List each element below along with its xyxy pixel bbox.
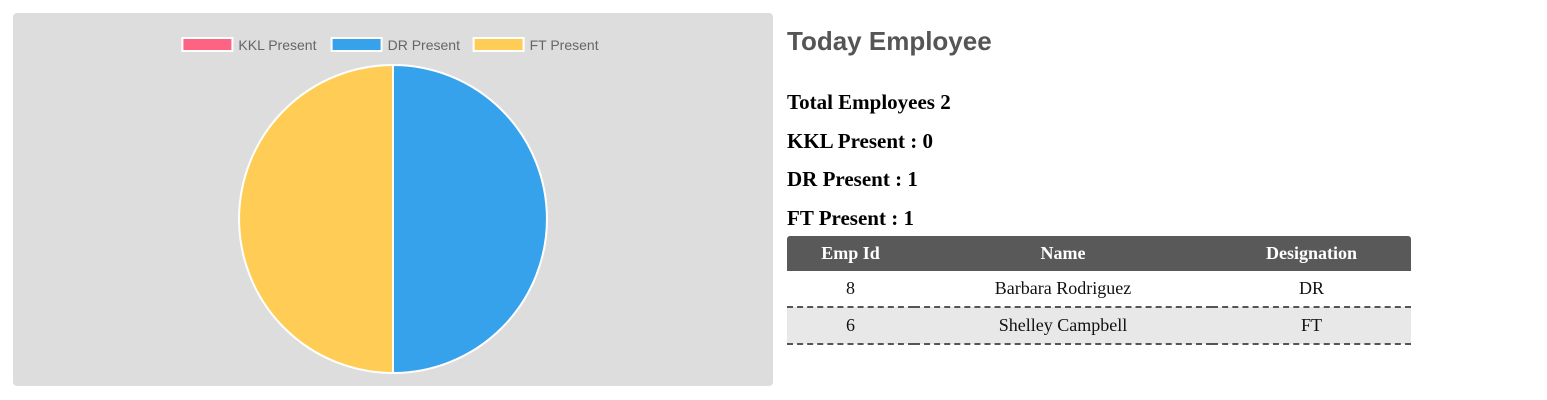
- table-row[interactable]: [787, 307, 1411, 344]
- legend-item-kkl-present[interactable]: [182, 37, 316, 53]
- ft-present-count: FT Present : 1: [787, 205, 914, 230]
- legend-item-ft-present[interactable]: [474, 37, 599, 53]
- legend-label-ft-present: FT Present: [529, 37, 599, 53]
- legend-swatch-ft-present: [474, 38, 524, 51]
- pie-chart: [13, 13, 773, 386]
- header-designation[interactable]: Designation: [1212, 236, 1411, 271]
- cell-name: Shelley Campbell: [914, 307, 1212, 344]
- pie-slice-ft-present[interactable]: [239, 65, 393, 373]
- header-emp-id[interactable]: Emp Id: [787, 236, 914, 271]
- pie-slice-dr-present[interactable]: [393, 65, 547, 373]
- kkl-present-count: KKL Present : 0: [787, 128, 934, 153]
- info-panel: [787, 20, 1412, 335]
- legend-swatch-dr-present: [332, 38, 382, 51]
- cell-designation: DR: [1212, 271, 1411, 307]
- header-name[interactable]: Name: [914, 236, 1212, 271]
- dr-present-count: DR Present : 1: [787, 167, 918, 191]
- legend-swatch-kkl-present: [182, 38, 232, 51]
- employee-table: [787, 236, 1411, 345]
- total-employees: Total Employees 2: [787, 90, 951, 114]
- legend-item-dr-present[interactable]: [332, 37, 460, 53]
- cell-designation: FT: [1212, 307, 1411, 344]
- cell-emp-id: 6: [787, 307, 914, 344]
- legend-label-dr-present: DR Present: [387, 37, 460, 53]
- table-header-row: [787, 236, 1411, 271]
- cell-name: Barbara Rodriguez: [914, 271, 1212, 307]
- page-title: Today Employee: [787, 26, 992, 56]
- cell-emp-id: 8: [787, 271, 914, 307]
- table-row[interactable]: [787, 271, 1411, 307]
- legend-label-kkl-present: KKL Present: [238, 37, 317, 53]
- chart-panel: [13, 13, 773, 386]
